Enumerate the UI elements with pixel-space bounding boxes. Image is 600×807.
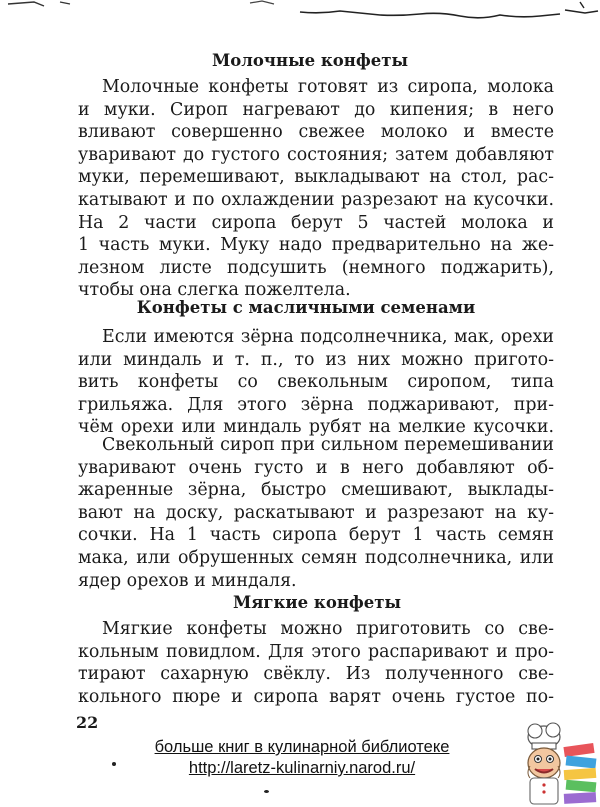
text-line: или миндаль и т. п., то из них можно пригото- [78,349,554,370]
text-line: ядер орехов и миндаля. [78,570,297,591]
text-line: вить конфеты со свекольным сиропом, типа [78,372,554,393]
text-line: вают на доску, раскатывают и разрезают на ку- [78,502,554,523]
chef-cookbook-logo-icon [520,715,600,807]
paragraph-beet-syrup [78,434,554,592]
text-line: сочки. На 1 часть сиропа берут 1 часть семян [78,525,554,546]
text-line: мака, или обрушенных семян подсолнечника, или [78,547,554,568]
text-line: Молочные конфеты готовят из сиропа, молока [102,77,554,97]
text-line: уваривают до густого состояния; затем добавляют [78,144,554,165]
text-line: чём орехи или миндаль рубят на мелкие кусочки. [78,417,554,438]
paragraph-soft-candies [78,618,554,708]
text-line: На 2 части сиропа берут 5 частей молока и [78,212,554,233]
text-line: Свекольный сироп при сильном перемешивании [102,435,554,455]
library-link-block [112,737,492,779]
text-line: жаренные зёрна, быстро смешивают, выклады- [78,480,554,501]
section-heading-soft-candies: Мягкие конфеты [232,593,402,612]
section-heading-milk-candies: Молочные конфеты [212,51,408,70]
paragraph-oilseed-candies [78,326,554,439]
text-line: Если имеются зёрна подсолнечника, мак, орехи [102,327,554,347]
text-line: грильяжа. Для этого зёрна поджаривают, при- [78,394,554,415]
text-line: лезном листе подсушить (немного поджарить), [78,257,554,278]
text-line: кольного пюре и сиропа варят очень густое по- [78,686,554,707]
text-line: уваривают очень густо и в него добавляют об- [78,457,554,478]
text-line: чтобы она слегка пожелтела. [78,280,351,301]
page-number: 22 [76,713,99,732]
text-line: и муки. Сироп нагревают до кипения; в него [78,99,554,120]
text-line: тирают сахарную свёклу. Из полученного све- [78,664,554,685]
text-line: Мягкие конфеты можно приготовить со све- [102,619,554,639]
library-url-link[interactable]: http://laretz-kulinarniy.narod.ru/ [188,759,416,777]
page-top-edge-scan-artifact [0,0,600,30]
section-heading-oilseed-candies: Конфеты с масличными семенами [136,298,476,317]
scan-speck [264,790,269,793]
text-line: муки, перемешивают, выкладывают на стол, рас- [78,167,554,188]
text-line: кольным повидлом. Для этого распаривают и про- [78,641,554,662]
library-text-link[interactable]: больше книг в кулинарной библиотеке [154,738,450,756]
paragraph-milk-candies [78,76,554,302]
text-line: вливают совершенно свежее молоко и вместе [78,122,554,143]
text-line: 1 часть муки. Муку надо предварительно на же- [78,235,554,256]
text-line: катывают и по охлаждении разрезают на кусочки. [78,189,554,210]
